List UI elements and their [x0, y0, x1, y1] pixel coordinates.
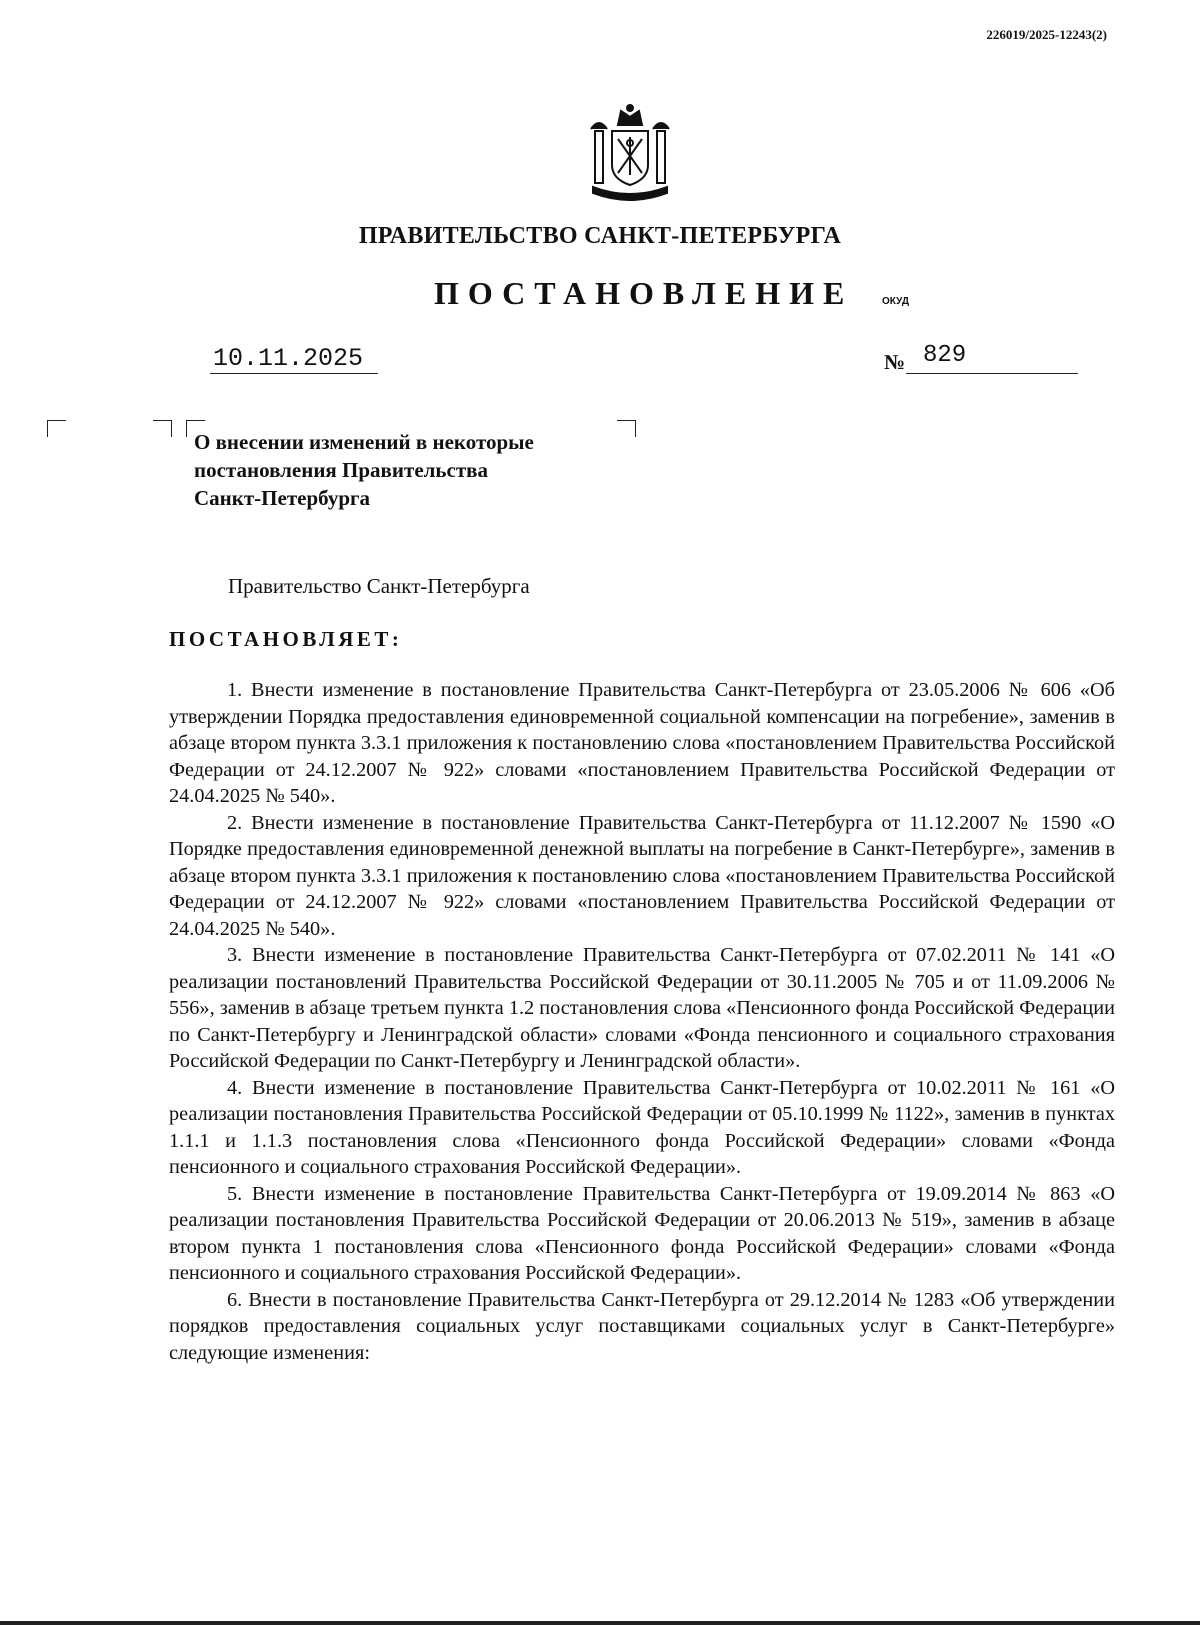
date-underline [210, 373, 378, 374]
subject-line: постановления Правительства [194, 458, 488, 482]
decrees-heading: ПОСТАНОВЛЯЕТ: [169, 627, 403, 651]
number-sign: № [884, 350, 906, 374]
paragraph: 1. Внести изменение в постановление Правительства Санкт-Петербурга от 23.05.2006 № 606 «Об утверждении Порядка предоставления единовременной социальной компенсации на погребение», заменив в абзаце втором пункта 3.3.1 приложения к постановлению слова «постановлением Правительства Российской Федерации от 24.12.2007 № 922» словами «постановлением Правительства Российской Федерации от 24.04.2025 № 540». [169, 679, 1115, 807]
document-number: 829 [923, 342, 967, 369]
paragraph: 4. Внести изменение в постановление Правительства Санкт-Петербурга от 10.02.2011 № 161 «О реализации постановления Правительства Российской Федерации от 05.10.1999 № 1122», заменив в пунктах 1.1.1 и 1.1.3 постановления слова «Пенсионного фонда Российской Федерации» словами «Фонда пенсионного и социального страхования Российской Федерации». [169, 1076, 1115, 1178]
number-underline [906, 373, 1078, 374]
paragraph: 5. Внести изменение в постановление Правительства Санкт-Петербурга от 19.09.2014 № 863 «О реализации постановления Правительства Российской Федерации от 20.06.2013 № 519», заменив в абзаце втором пункта 1 постановления слова «Пенсионного фонда Российской Федерации» словами «Фонда пенсионного и социального страхования Российской Федерации». [169, 1182, 1115, 1284]
margin-corner-mark [47, 420, 66, 437]
paragraph: 6. Внести в постановление Правительства Санкт-Петербурга от 29.12.2014 № 1283 «Об утверждении порядков предоставления социальных услуг поставщиками социальных услуг в Санкт-Петербурге» следующие изменения: [169, 1288, 1115, 1364]
document-date: 10.11.2025 [213, 344, 364, 373]
registration-number: 226019/2025-12243(2) [986, 27, 1107, 42]
document-subject [194, 428, 634, 512]
okud-label: ОКУД [882, 296, 909, 307]
scan-bottom-edge [0, 1621, 1200, 1625]
preamble-intro: Правительство Санкт-Петербурга [228, 574, 530, 598]
spb-coat-of-arms-icon [585, 103, 675, 201]
subject-corner-mark [153, 420, 172, 437]
paragraph: 2. Внести изменение в постановление Правительства Санкт-Петербурга от 11.12.2007 № 1590 «О Порядке предоставления единовременной денежной выплаты на погребение в Санкт-Петербурге», заменив в абзаце втором пункта 3.3.1 приложения к постановлению слова «постановлением Правительства Российской Федерации от 24.12.2007 № 922» словами «постановлением Правительства Российской Федерации от 24.04.2025 № 540». [169, 811, 1115, 940]
subject-line: Санкт-Петербурга [194, 486, 371, 510]
organization-title: ПРАВИТЕЛЬСТВО САНКТ-ПЕТЕРБУРГА [358, 223, 842, 249]
paragraph: 3. Внести изменение в постановление Правительства Санкт-Петербурга от 07.02.2011 № 141 «О реализации постановлений Правительства Российской Федерации от 30.11.2005 № 705 и от 11.09.2006 № 556», заменив в абзаце третьем пункта 1.2 постановления слова «Пенсионного фонда Российской Федерации по Санкт-Петербургу и Ленинградской области» словами «Фонда пенсионного и социального страхования Российской Федерации по Санкт-Петербургу и Ленинградской области». [169, 944, 1115, 1072]
subject-line: О внесении изменений в некоторые [194, 430, 534, 454]
document-body [169, 677, 1115, 1366]
document-type: ПОСТАНОВЛЕНИЕ [434, 275, 854, 311]
